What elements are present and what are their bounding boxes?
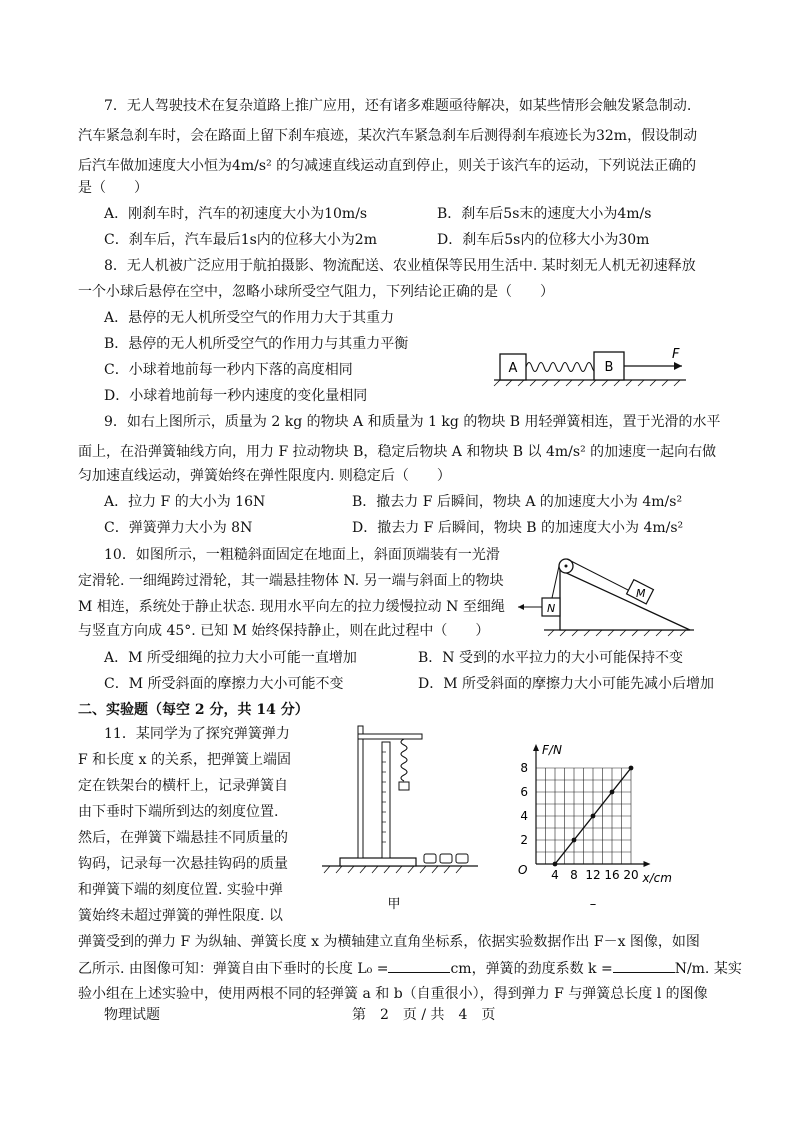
block-n-label: N (547, 602, 556, 615)
force-label: F (672, 347, 680, 362)
block-a-label: A (508, 361, 518, 376)
q7-option-b: B．刹车后5s末的速度大小为4m/s (437, 206, 652, 222)
q10-line-2: 定滑轮. 一细绳跨过滑轮，其一端悬挂物体 N. 另一端与斜面上的物块 (78, 573, 504, 589)
origin-label: O (518, 863, 528, 877)
y-tick-label: 8 (520, 761, 528, 775)
hanging-spring (401, 739, 407, 781)
q9-line-3: 匀加速直线运动，弹簧始终在弹性限度内. 则稳定后（ ） (78, 468, 451, 484)
q7-line-4: 是（ ） (78, 180, 148, 196)
q11-line-9: 弹簧受到的弹力 F 为纵轴、弹簧长度 x 为横轴建立直角坐标系，依据实验数据作出 F－x 图像，如图 (78, 934, 700, 950)
incline (560, 570, 690, 630)
stand-base (340, 858, 416, 866)
q8-line-1: 8．无人机被广泛应用于航拍摄影、物流配送、农业植保等民用生活中. 某时刻无人机无初速释放 (104, 258, 696, 274)
spring-blocks-figure (490, 342, 690, 388)
x-tick-label: 20 (623, 868, 639, 882)
q11-line-8: 簧始终未超过弹簧的弹性限度. 以 (78, 908, 283, 924)
answer-blank-l0[interactable] (388, 958, 450, 973)
q9-option-d: D．撤去力 F 后瞬间，物块 B 的加速度大小为 4m/s² (352, 520, 684, 536)
q8-option-b: B．悬停的无人机所受空气的作用力与其重力平衡 (104, 336, 409, 352)
block-m-label: M (636, 587, 646, 600)
x-tick-label: 4 (551, 868, 559, 882)
q9-option-a: A．拉力 F 的大小为 16N (104, 494, 266, 510)
ground-hatching (548, 630, 686, 636)
q11-line-7: 和弹簧下端的刻度位置. 实验中弹 (78, 882, 283, 898)
x-tick-label: 8 (570, 868, 578, 882)
q7-line-1: 7．无人驾驶技术在复杂道路上推广应用，还有诸多难题亟待解决，如某些情形会触发紧急制动. (104, 98, 692, 114)
q11-line-10 (78, 958, 742, 979)
x-tick-label: 12 (585, 868, 601, 882)
q10-option-c: C．M 所受斜面的摩擦力大小可能不变 (104, 676, 344, 692)
f-x-chart (488, 722, 708, 914)
q11-line-10-a: 乙所示. 由图像可知：弹簧自由下垂时的长度 L₀ = (78, 961, 389, 977)
q8-option-d: D．小球着地前每一秒内速度的变化量相同 (104, 388, 368, 404)
data-point (553, 862, 558, 867)
q7-line-3: 后汽车做加速度大小恒为4m/s² 的匀减速直线运动直到停止，则关于该汽车的运动，下列说法正确的 (78, 158, 697, 174)
force-arrow-head (674, 362, 682, 370)
q11-line-10-c: N/m. 某实 (674, 961, 742, 977)
section-heading: 二、实验题（每空 2 分，共 14 分） (78, 702, 309, 718)
q10-line-4: 与竖直方向成 45°. 已知 M 始终保持静止，则在此过程中（ ） (78, 623, 490, 639)
ground-hatching (494, 380, 680, 386)
q11-line-10-b: cm，弹簧的劲度系数 k = (450, 961, 613, 977)
q7-option-c: C．刹车后，汽车最后1s内的位移大小为2m (104, 232, 377, 248)
ruler (382, 742, 390, 858)
hanging-weight (399, 782, 409, 790)
x-axis-label: x/cm (642, 871, 672, 885)
q11-line-2: F 和长度 x 的关系，把弹簧上端固 (78, 752, 291, 768)
q10-option-a: A．M 所受细绳的拉力大小可能一直增加 (104, 650, 357, 666)
q11-line-11: 验小组在上述实验中，使用两根不同的轻弹簧 a 和 b（自重很小），得到弹力 F 与弹簧总长度 l 的图像 (78, 986, 708, 1002)
q11-line-4: 由下垂时下端所到达的刻度位置. (78, 804, 279, 820)
q8-option-c: C．小球着地前每一秒内下落的高度相同 (104, 362, 353, 378)
y-tick-label: 2 (520, 833, 528, 847)
q9-option-b: B．撤去力 F 后瞬间，物块 A 的加速度大小为 4m/s² (352, 494, 683, 510)
y-tick-label: 6 (520, 785, 528, 799)
data-point (629, 766, 634, 771)
stand-crossbar (358, 734, 422, 739)
stand-rod (358, 726, 363, 858)
y-axis-arrow (533, 744, 539, 751)
q8-option-a: A．悬停的无人机所受空气的作用力大于其重力 (104, 310, 395, 326)
q11-line-1: 11．某同学为了探究弹簧弹力 (104, 726, 290, 742)
figure-jia-label: 甲 (387, 897, 401, 912)
block-b-label: B (604, 360, 614, 375)
q11-line-6: 钩码，记录每一次悬挂钩码的质量 (78, 856, 288, 872)
footer-page-number: 第 2 页 / 共 4 页 (352, 1007, 496, 1023)
q7-line-2: 汽车紧急刹车时，会在路面上留下刹车痕迹，某次汽车紧急刹车后测得刹车痕迹长为32m，假设制动 (78, 128, 698, 144)
footer-subject: 物理试题 (104, 1007, 160, 1023)
spring (526, 363, 604, 372)
x-axis-arrow (644, 861, 651, 867)
y-axis-label: F/N (542, 743, 562, 757)
hook-weights (424, 854, 468, 863)
q10-option-d: D．M 所受斜面的摩擦力大小可能先减小后增加 (418, 676, 715, 692)
q9-line-1: 9．如右上图所示，质量为 2 kg 的物块 A 和质量为 1 kg 的物块 B 用轻弹簧相连，置于光滑的水平 (104, 414, 721, 430)
q8-line-2: 一个小球后悬停在空中，忽略小球所受空气阻力，下列结论正确的是（ ） (78, 284, 554, 300)
figure-yi-label: – (589, 897, 597, 912)
q7-option-d: D．刹车后5s内的位移大小为30m (437, 232, 650, 248)
q9-option-c: C．弹簧弹力大小为 8N (104, 520, 253, 536)
data-point (591, 814, 596, 819)
iron-stand-figure (322, 716, 482, 912)
q11-line-5: 然后，在弹簧下端悬挂不同质量的 (78, 830, 288, 846)
x-tick-label: 16 (604, 868, 620, 882)
q10-option-b: B．N 受到的水平拉力的大小可能保持不变 (418, 650, 683, 666)
q10-line-3: M 相连，系统处于静止状态. 现用水平向左的拉力缓慢拉动 N 至细绳 (78, 599, 505, 615)
q10-line-1: 10．如图所示，一粗糙斜面固定在地面上，斜面顶端装有一光滑 (104, 547, 500, 563)
y-tick-label: 4 (520, 809, 528, 823)
q11-line-3: 定在铁架台的横杆上，记录弹簧自 (78, 778, 288, 794)
incline-pulley-figure (514, 552, 700, 644)
table-hatching (324, 866, 462, 873)
q7-option-a: A．刚刹车时，汽车的初速度大小为10m/s (104, 206, 368, 222)
answer-blank-k[interactable] (613, 958, 675, 973)
q9-line-2: 面上，在沿弹簧轴线方向，用力 F 拉动物块 B，稳定后物块 A 和物块 B 以 4m/s² 的加速度一起向右做 (78, 444, 717, 460)
data-point (572, 838, 577, 843)
data-point (610, 790, 615, 795)
